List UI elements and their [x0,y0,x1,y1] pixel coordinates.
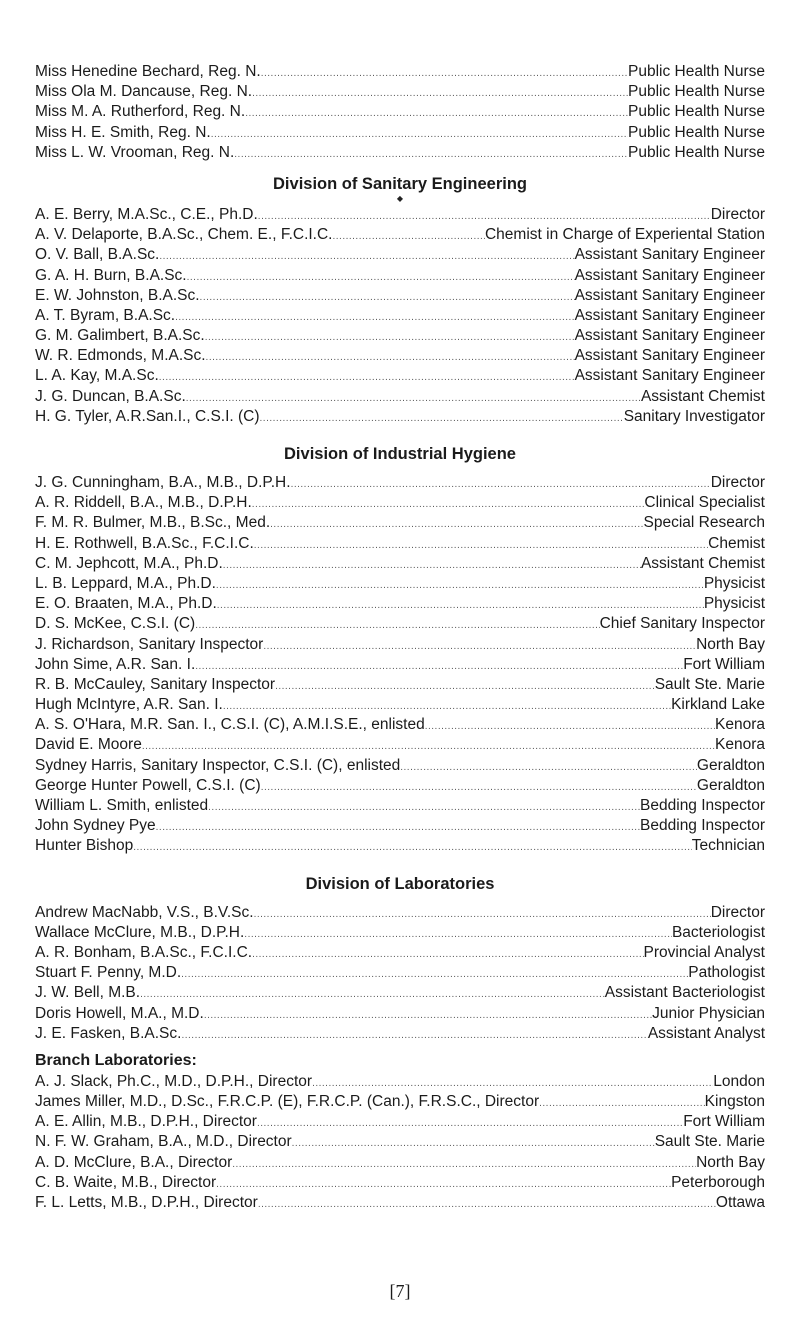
position-title: Sanitary Investigator [623,407,765,425]
heading-branch: Branch Laboratories: [35,1051,197,1069]
dot-leader [204,1004,652,1024]
person-name: E. W. Johnston, B.A.Sc. [35,286,200,304]
list-item [35,306,765,326]
person-name: J. G. Duncan, B.A.Sc. [35,387,186,405]
position-title: North Bay [696,1153,765,1171]
list-item [35,225,765,245]
dot-leader [208,796,640,816]
list-item [35,1193,765,1213]
person-name: A. R. Bonham, B.A.Sc., F.C.I.C. [35,943,253,961]
list-item [35,695,765,715]
dot-leader [181,963,688,983]
person-name: N. F. W. Graham, B.A., M.D., Director [35,1133,292,1151]
dot-leader [175,306,574,326]
position-title: Geraldton [696,776,765,794]
person-name: A. T. Byram, B.A.Sc. [35,306,176,324]
person-name: Hunter Bishop [35,837,134,855]
person-name: E. O. Braaten, M.A., Ph.D. [35,595,217,613]
position-title: Public Health Nurse [628,63,765,80]
list-item [35,493,765,513]
dot-leader [332,225,485,245]
position-title: Assistant Sanitary Engineer [574,286,765,304]
person-name: George Hunter Powell, C.S.I. (C) [35,776,261,794]
dot-leader [244,923,672,943]
person-name: J. Richardson, Sanitary Inspector [35,635,264,653]
list-item [35,62,765,82]
position-title: Assistant Analyst [647,1024,765,1042]
dot-leader [245,102,628,122]
dot-leader [291,473,711,493]
dot-leader [216,574,704,594]
position-title: Clinical Specialist [644,494,765,512]
dot-leader [223,554,641,574]
dot-leader [142,735,715,755]
person-name: L. B. Leppard, M.A., Ph.D. [35,574,216,592]
position-title: Physicist [703,595,765,613]
position-title: Sault Ste. Marie [654,675,765,693]
dot-leader [206,346,575,366]
person-name: A. E. Allin, M.B., D.P.H., Director [35,1113,257,1131]
person-name: Hugh McIntyre, A.R. San. I. [35,696,223,714]
dot-leader [252,493,645,513]
dot-leader [252,82,628,102]
dot-leader [187,266,575,286]
list-item [35,473,765,493]
list-item [35,614,765,634]
dot-leader [292,1132,655,1152]
dot-leader [211,123,628,143]
position-title: Director [710,205,765,223]
person-name: Doris Howell, M.A., M.D. [35,1004,204,1022]
position-title: Provincial Analyst [643,943,765,961]
position-title: Assistant Chemist [640,387,765,405]
position-title: Pathologist [688,964,765,982]
list-item [35,387,765,407]
list-item [35,534,765,554]
person-name: Miss H. E. Smith, Reg. N. [35,123,211,141]
person-name: David E. Moore [35,736,142,754]
person-name: John Sydney Pye [35,817,156,835]
list-item [35,513,765,533]
person-name: Stuart F. Penny, M.D. [35,964,182,982]
position-title: Public Health Nurse [628,83,765,101]
person-name: Sydney Harris, Sanitary Inspector, C.S.I. (C), enlisted [35,756,401,774]
person-name: R. B. McCauley, Sanitary Inspector [35,675,276,693]
list-item [35,1024,765,1044]
position-title: Director [710,903,765,921]
list-item [35,326,765,346]
dot-leader [425,715,715,735]
list-item [35,983,765,1003]
dot-leader [254,903,711,923]
person-name: F. L. Letts, M.B., D.P.H., Director [35,1194,258,1211]
list-item [35,205,765,225]
position-title: Geraldton [696,756,765,774]
position-title: Assistant Sanitary Engineer [574,327,765,345]
position-title: Fort William [683,655,765,673]
position-title: Assistant Sanitary Engineer [574,306,765,324]
person-name: A. J. Slack, Ph.C., M.D., D.P.H., Director [35,1072,313,1090]
list-item [35,346,765,366]
position-title: Assistant Bacteriologist [604,984,765,1002]
dot-leader [275,675,655,695]
nurses-list [35,62,765,163]
list-item [35,635,765,655]
position-title: North Bay [696,635,765,653]
list-item [35,143,765,163]
diamond-icon: ◆ [396,193,404,203]
list-item [35,407,765,427]
position-title: Kirkland Lake [671,696,765,714]
dot-leader [312,1072,713,1092]
dot-leader [195,614,599,634]
list-item [35,554,765,574]
list-item [35,286,765,306]
position-title: Ottawa [715,1194,765,1211]
list-item [35,923,765,943]
position-title: Assistant Sanitary Engineer [574,367,765,385]
dot-leader [133,836,692,856]
position-title: Assistant Chemist [640,554,765,572]
list-item [35,366,765,386]
person-name: J. W. Bell, M.B. [35,984,141,1002]
position-title: Junior Physician [652,1004,765,1022]
list-item [35,1153,765,1173]
list-item [35,574,765,594]
person-name: A. S. O'Hara, M.R. San. I., C.S.I. (C), A.M.I.S.E., enlisted [35,716,425,734]
dot-leader [140,983,605,1003]
dot-leader [217,594,704,614]
list-item [35,266,765,286]
dot-leader [270,513,643,533]
dot-leader [263,635,696,655]
list-item [35,776,765,796]
person-name: William L. Smith, enlisted [35,797,209,814]
list-item [35,1072,765,1092]
branch-list [35,1072,765,1213]
position-title: Public Health Nurse [628,123,765,141]
list-item [35,963,765,983]
person-name: A. V. Delaporte, B.A.Sc., Chem. E., F.C.I.C. [35,226,333,244]
list-item [35,245,765,265]
person-name: G. A. H. Burn, B.A.Sc. [35,266,187,284]
dot-leader [254,534,708,554]
person-name: A. R. Riddell, B.A., M.B., D.P.H. [35,494,252,512]
position-title: Technician [691,837,765,855]
list-item [35,943,765,963]
page-content [35,62,765,1213]
person-name: Wallace McClure, M.B., D.P.H. [35,923,245,941]
dot-leader [261,62,628,82]
dot-leader [205,326,575,346]
dot-leader [195,655,683,675]
person-name: G. M. Galimbert, B.A.Sc. [35,327,205,345]
list-item [35,1004,765,1024]
position-title: Fort William [683,1113,765,1131]
person-name: Miss L. W. Vrooman, Reg. N. [35,143,235,161]
dot-leader [216,1173,671,1193]
sanitary-list [35,205,765,427]
person-name: Miss Henedine Bechard, Reg. N. [35,63,261,80]
laboratories-list [35,903,765,1044]
list-item [35,903,765,923]
list-item [35,836,765,856]
person-name: L. A. Kay, M.A.Sc. [35,367,159,385]
list-item [35,1173,765,1193]
person-name: A. E. Berry, M.A.Sc., C.E., Ph.D. [35,205,258,223]
dot-leader [539,1092,705,1112]
list-item [35,102,765,122]
person-name: John Sime, A.R. San. I. [35,655,196,673]
list-item [35,655,765,675]
position-title: Public Health Nurse [628,143,765,161]
list-item [35,1092,765,1112]
position-title: Kenora [715,736,765,754]
person-name: C. B. Waite, M.B., Director [35,1173,217,1191]
list-item [35,675,765,695]
person-name: F. M. R. Bulmer, M.B., B.Sc., Med. [35,514,271,532]
position-title: Bedding Inspector [640,817,765,835]
position-title: Bacteriologist [671,923,765,941]
person-name: J. G. Cunningham, B.A., M.B., D.P.H. [35,474,291,491]
list-item [35,796,765,816]
list-item [35,1112,765,1132]
position-title: Assistant Sanitary Engineer [574,266,765,284]
heading-industrial: Division of Industrial Hygiene [284,445,516,463]
dot-leader [258,205,711,225]
person-name: W. R. Edmonds, M.A.Sc. [35,347,206,365]
position-title: Special Research [643,514,765,532]
position-title: Physicist [703,574,765,592]
position-title: Bedding Inspector [640,797,765,814]
heading-sanitary: Division of Sanitary Engineering [273,174,527,193]
dot-leader [252,943,643,963]
dot-leader [200,286,575,306]
page-number: [7] [389,1281,411,1301]
position-title: Sault Ste. Marie [654,1133,765,1151]
person-name: D. S. McKee, C.S.I. (C) [35,615,196,633]
position-title: Chief Sanitary Inspector [599,615,765,633]
position-title: Assistant Sanitary Engineer [574,347,765,365]
person-name: O. V. Ball, B.A.Sc. [35,246,160,264]
list-item [35,735,765,755]
person-name: H. E. Rothwell, B.A.Sc., F.C.I.C. [35,534,254,552]
position-title: Public Health Nurse [628,103,765,121]
person-name: James Miller, M.D., D.Sc., F.R.C.P. (E), F.R.C.P. (Can.), F.R.S.C., Director [35,1093,540,1111]
list-item [35,82,765,102]
dot-leader [232,1153,696,1173]
position-title: Kingston [704,1093,765,1111]
dot-leader [159,366,575,386]
person-name: Miss M. A. Rutherford, Reg. N. [35,103,246,121]
position-title: Chemist in Charge of Experiental Station [484,226,765,244]
person-name: J. E. Fasken, B.A.Sc. [35,1024,182,1042]
person-name: C. M. Jephcott, M.A., Ph.D. [35,554,223,572]
dot-leader [159,245,574,265]
list-item [35,816,765,836]
dot-leader [181,1024,647,1044]
position-title: Director [710,474,765,491]
position-title: London [713,1072,765,1090]
person-name: Andrew MacNabb, V.S., B.V.Sc. [35,903,254,921]
list-item [35,756,765,776]
dot-leader [186,387,641,407]
list-item [35,123,765,143]
dot-leader [258,1193,716,1213]
dot-leader [234,143,628,163]
list-item [35,594,765,614]
position-title: Peterborough [671,1173,765,1191]
position-title: Kenora [715,716,765,734]
heading-laboratories: Division of Laboratories [305,874,495,893]
list-item [35,715,765,735]
dot-leader [261,776,697,796]
dot-leader [257,1112,683,1132]
person-name: A. D. McClure, B.A., Director [35,1153,233,1171]
position-title: Assistant Sanitary Engineer [574,246,765,264]
industrial-list [35,473,765,857]
list-item [35,1132,765,1152]
position-title: Chemist [708,534,765,552]
dot-leader [400,756,697,776]
dot-leader [260,407,624,427]
dot-leader [156,816,640,836]
person-name: Miss Ola M. Dancause, Reg. N. [35,83,253,101]
person-name: H. G. Tyler, A.R.San.I., C.S.I. (C) [35,407,260,425]
dot-leader [223,695,671,715]
